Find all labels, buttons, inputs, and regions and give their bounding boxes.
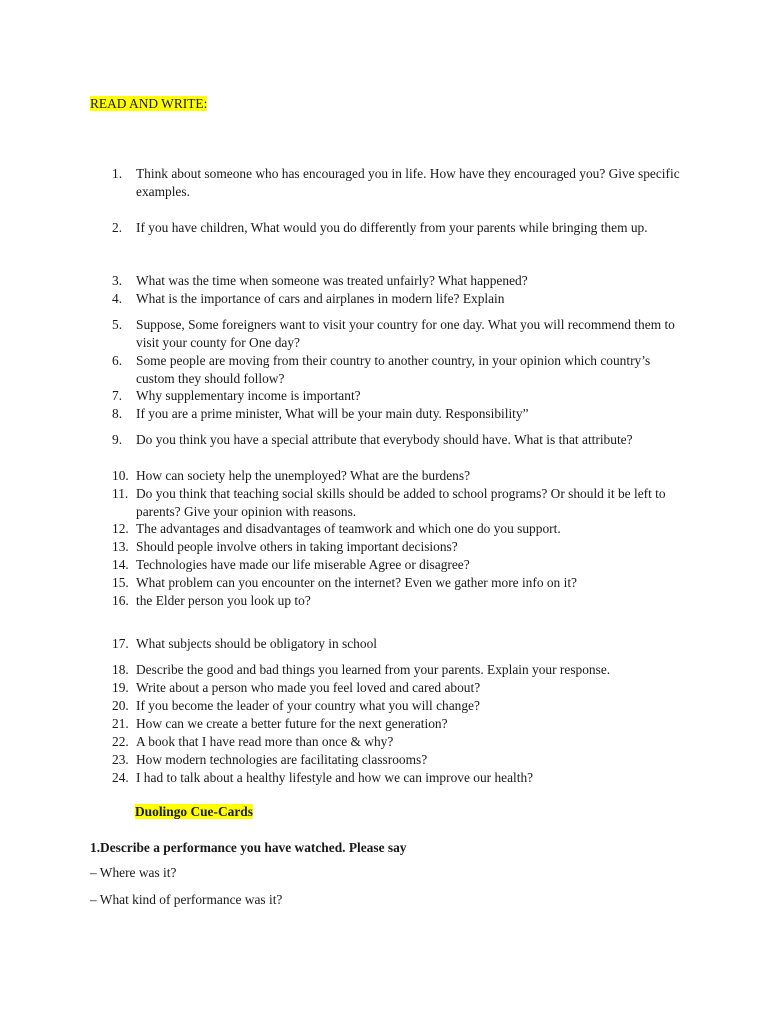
item-text: Technologies have made our life miserable Agree or disagree? bbox=[136, 557, 470, 572]
item-number: 12. bbox=[112, 521, 129, 536]
list-item bbox=[112, 635, 682, 653]
list-item bbox=[112, 405, 682, 423]
item-number: 6. bbox=[112, 353, 123, 368]
list-item bbox=[112, 574, 682, 592]
item-number: 16. bbox=[112, 593, 129, 608]
item-text: If you are a prime minister, What will be your main duty. Responsibility” bbox=[136, 406, 529, 421]
list-item bbox=[112, 769, 682, 787]
item-number: 23. bbox=[112, 752, 129, 767]
item-text: What was the time when someone was treated unfairly? What happened? bbox=[136, 273, 528, 288]
list-item bbox=[112, 467, 682, 485]
highlighted-heading-text: READ AND WRITE: bbox=[90, 96, 208, 111]
item-number: 11. bbox=[112, 486, 129, 501]
item-number: 15. bbox=[112, 575, 129, 590]
list-item bbox=[112, 485, 682, 520]
item-text: Write about a person who made you feel loved and cared about? bbox=[136, 680, 481, 695]
list-item bbox=[112, 520, 682, 538]
cue-card-question: 1.Describe a performance you have watched. Please say bbox=[90, 840, 407, 855]
item-text: Describe the good and bad things you learned from your parents. Explain your response. bbox=[136, 662, 611, 677]
list-item bbox=[112, 538, 682, 556]
item-number: 2. bbox=[112, 220, 123, 235]
item-number: 18. bbox=[112, 662, 129, 677]
list-item bbox=[112, 431, 682, 449]
item-number: 21. bbox=[112, 716, 129, 731]
list-item bbox=[112, 751, 682, 769]
list-item bbox=[112, 272, 682, 290]
item-number: 10. bbox=[112, 468, 129, 483]
item-text: Should people involve others in taking important decisions? bbox=[136, 539, 458, 554]
item-text: How can society help the unemployed? What are the burdens? bbox=[136, 468, 471, 483]
list-item bbox=[112, 697, 682, 715]
item-number: 13. bbox=[112, 539, 129, 554]
item-number: 3. bbox=[112, 273, 123, 288]
list-item bbox=[112, 219, 682, 237]
list-item bbox=[112, 679, 682, 697]
highlighted-cue-cards-text: Duolingo Cue-Cards bbox=[135, 804, 253, 819]
item-text: Some people are moving from their country to another country, in your opinion which country’s custom they should follow? bbox=[136, 353, 651, 386]
item-text: If you have children, What would you do differently from your parents while bringing them up. bbox=[136, 220, 648, 235]
item-text: What is the importance of cars and airplanes in modern life? Explain bbox=[136, 291, 505, 306]
item-text: Do you think that teaching social skills should be added to school programs? Or should it be left to parents? Give your opinion with reasons. bbox=[136, 486, 666, 519]
item-text: the Elder person you look up to? bbox=[136, 593, 311, 608]
list-item bbox=[112, 661, 682, 679]
list-item bbox=[112, 733, 682, 751]
list-item bbox=[112, 290, 682, 308]
item-text: How modern technologies are facilitating classrooms? bbox=[136, 752, 428, 767]
item-text: What problem can you encounter on the internet? Even we gather more info on it? bbox=[136, 575, 577, 590]
list-item bbox=[112, 592, 682, 610]
item-text: The advantages and disadvantages of teamwork and which one do you support. bbox=[136, 521, 561, 536]
item-number: 4. bbox=[112, 291, 123, 306]
list-item bbox=[112, 165, 682, 200]
item-text: How can we create a better future for the next generation? bbox=[136, 716, 448, 731]
section-heading-cue-cards bbox=[135, 803, 253, 821]
item-text: If you become the leader of your country what you will change? bbox=[136, 698, 480, 713]
section-heading-read-and-write bbox=[90, 95, 207, 113]
item-number: 14. bbox=[112, 557, 129, 572]
item-text: Suppose, Some foreigners want to visit your country for one day. What you will recommend them to visit your county for One day? bbox=[136, 317, 675, 350]
item-number: 17. bbox=[112, 636, 129, 651]
item-number: 24. bbox=[112, 770, 129, 785]
item-text: I had to talk about a healthy lifestyle and how we can improve our health? bbox=[136, 770, 534, 785]
item-number: 8. bbox=[112, 406, 123, 421]
item-text: Why supplementary income is important? bbox=[136, 388, 361, 403]
item-number: 9. bbox=[112, 432, 123, 447]
item-text: Do you think you have a special attribute that everybody should have. What is that attribute? bbox=[136, 432, 633, 447]
list-item bbox=[112, 316, 682, 351]
item-number: 19. bbox=[112, 680, 129, 695]
item-number: 20. bbox=[112, 698, 129, 713]
list-item bbox=[112, 387, 682, 405]
cue-card-bullet: – Where was it? bbox=[90, 865, 177, 880]
item-text: A book that I have read more than once & why? bbox=[136, 734, 394, 749]
item-number: 7. bbox=[112, 388, 123, 403]
item-number: 1. bbox=[112, 166, 123, 181]
list-item bbox=[112, 556, 682, 574]
cue-card-bullet: – What kind of performance was it? bbox=[90, 892, 283, 907]
item-text: Think about someone who has encouraged you in life. How have they encouraged you? Give specific examples. bbox=[136, 166, 680, 199]
item-number: 5. bbox=[112, 317, 123, 332]
item-text: What subjects should be obligatory in school bbox=[136, 636, 377, 651]
list-item bbox=[112, 715, 682, 733]
item-number: 22. bbox=[112, 734, 129, 749]
list-item bbox=[112, 352, 682, 387]
